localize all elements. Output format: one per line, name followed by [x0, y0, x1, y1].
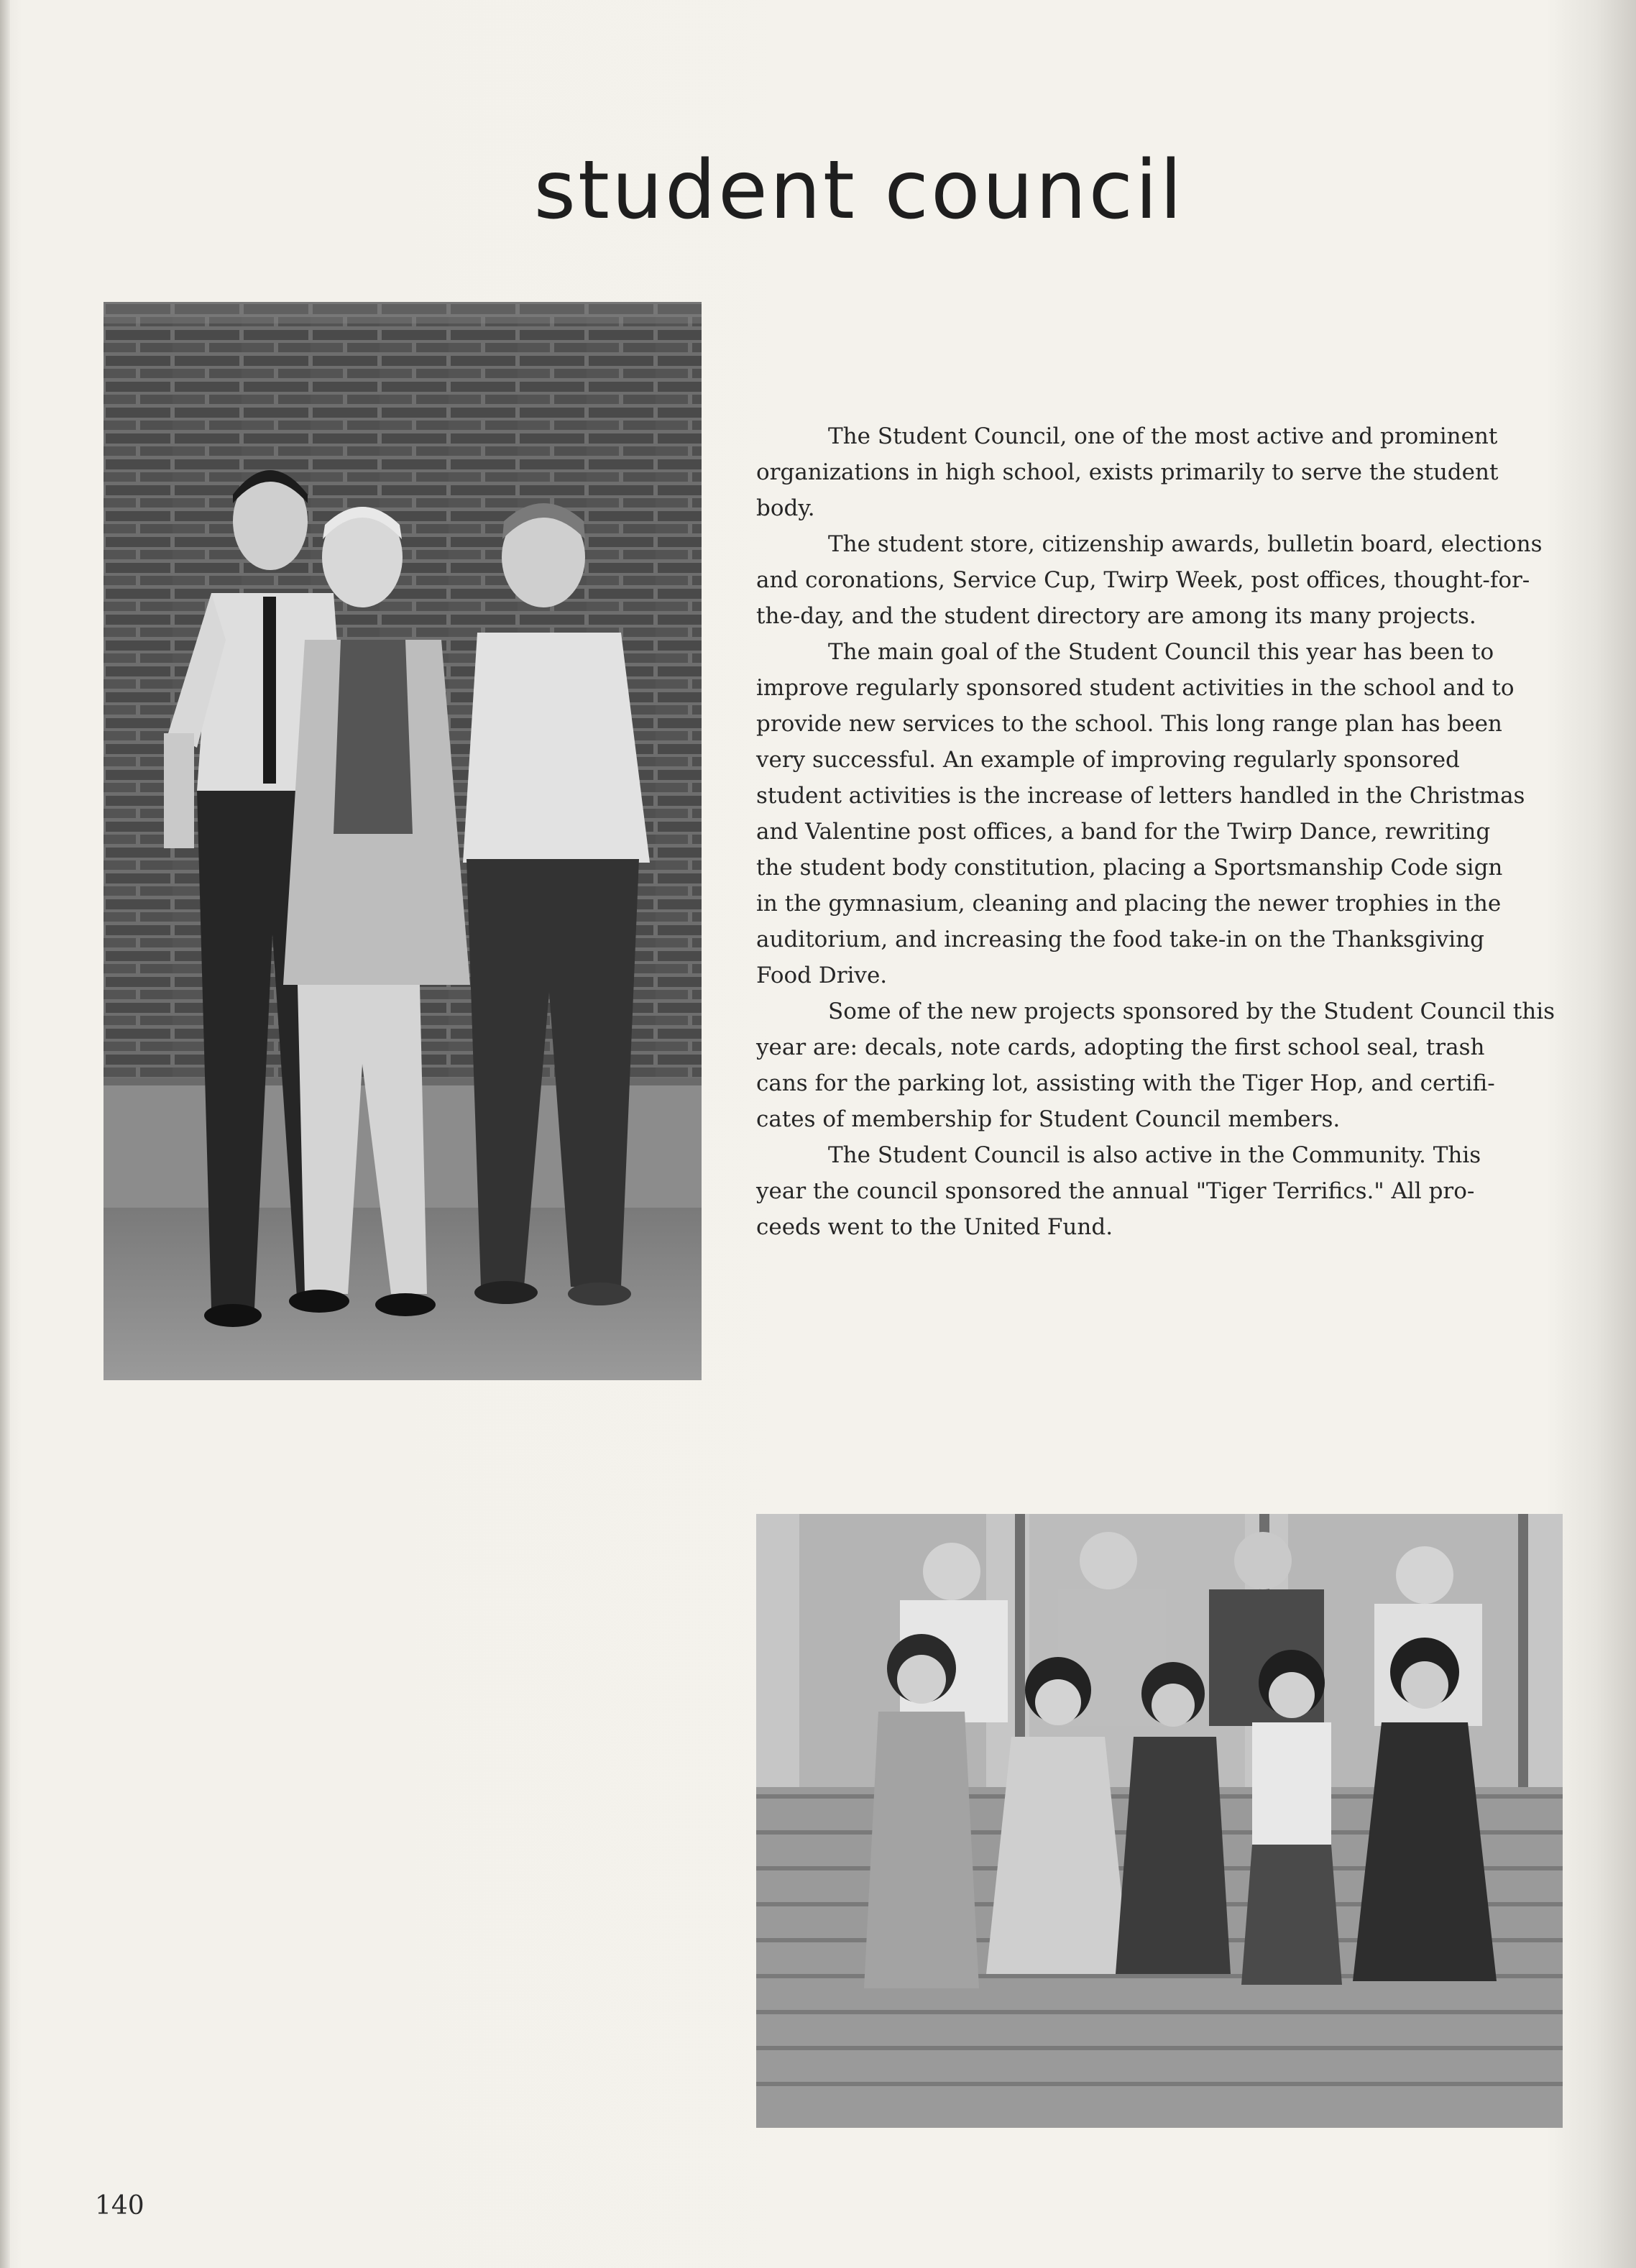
page-binding-edge — [0, 0, 10, 2268]
page-number: 140 — [95, 2191, 144, 2221]
paragraph: The Student Council, one of the most active and prominent organizations in high school, exists primarily to serve the student body. — [756, 423, 1499, 521]
officers-photo — [104, 302, 702, 1380]
paragraph: The student store, citizenship awards, bulletin board, elections and coronations, Service Cup, Twirp Week, post offices, thought-for- the-day, and the student directory are among its many projects. — [756, 531, 1543, 629]
paragraph: The Student Council is also active in the Community. This year the council sponsored the annual "Tiger Terrifics." All pro- ceeds went to the United Fund. — [756, 1142, 1481, 1240]
paragraph: The main goal of the Student Council this year has been to improve regularly sponsored student activities in the school and to provide new services to the school. This long range plan has been very successful. An example of improving regularly sponsored student activities is the increase of letters handled in the Christmas and Valentine post offices, a band for the Twirp Dance, rewriting the student body constitution, placing a Sportsmanship Code sign in the gymnasium, cleaning and placing the newer trophies in the auditorium, and increasing the food take-in on the Thanksgiving Food Drive. — [756, 639, 1525, 988]
article-body — [756, 418, 1619, 1245]
page-title: student council — [533, 144, 1185, 237]
council-members-photo — [756, 1514, 1563, 2128]
paragraph: Some of the new projects sponsored by the Student Council this year are: decals, note cards, adopting the first school seal, trash cans for the parking lot, assisting with the Tiger Hop, and certifi- cates of membership for Student Council members. — [756, 998, 1555, 1132]
